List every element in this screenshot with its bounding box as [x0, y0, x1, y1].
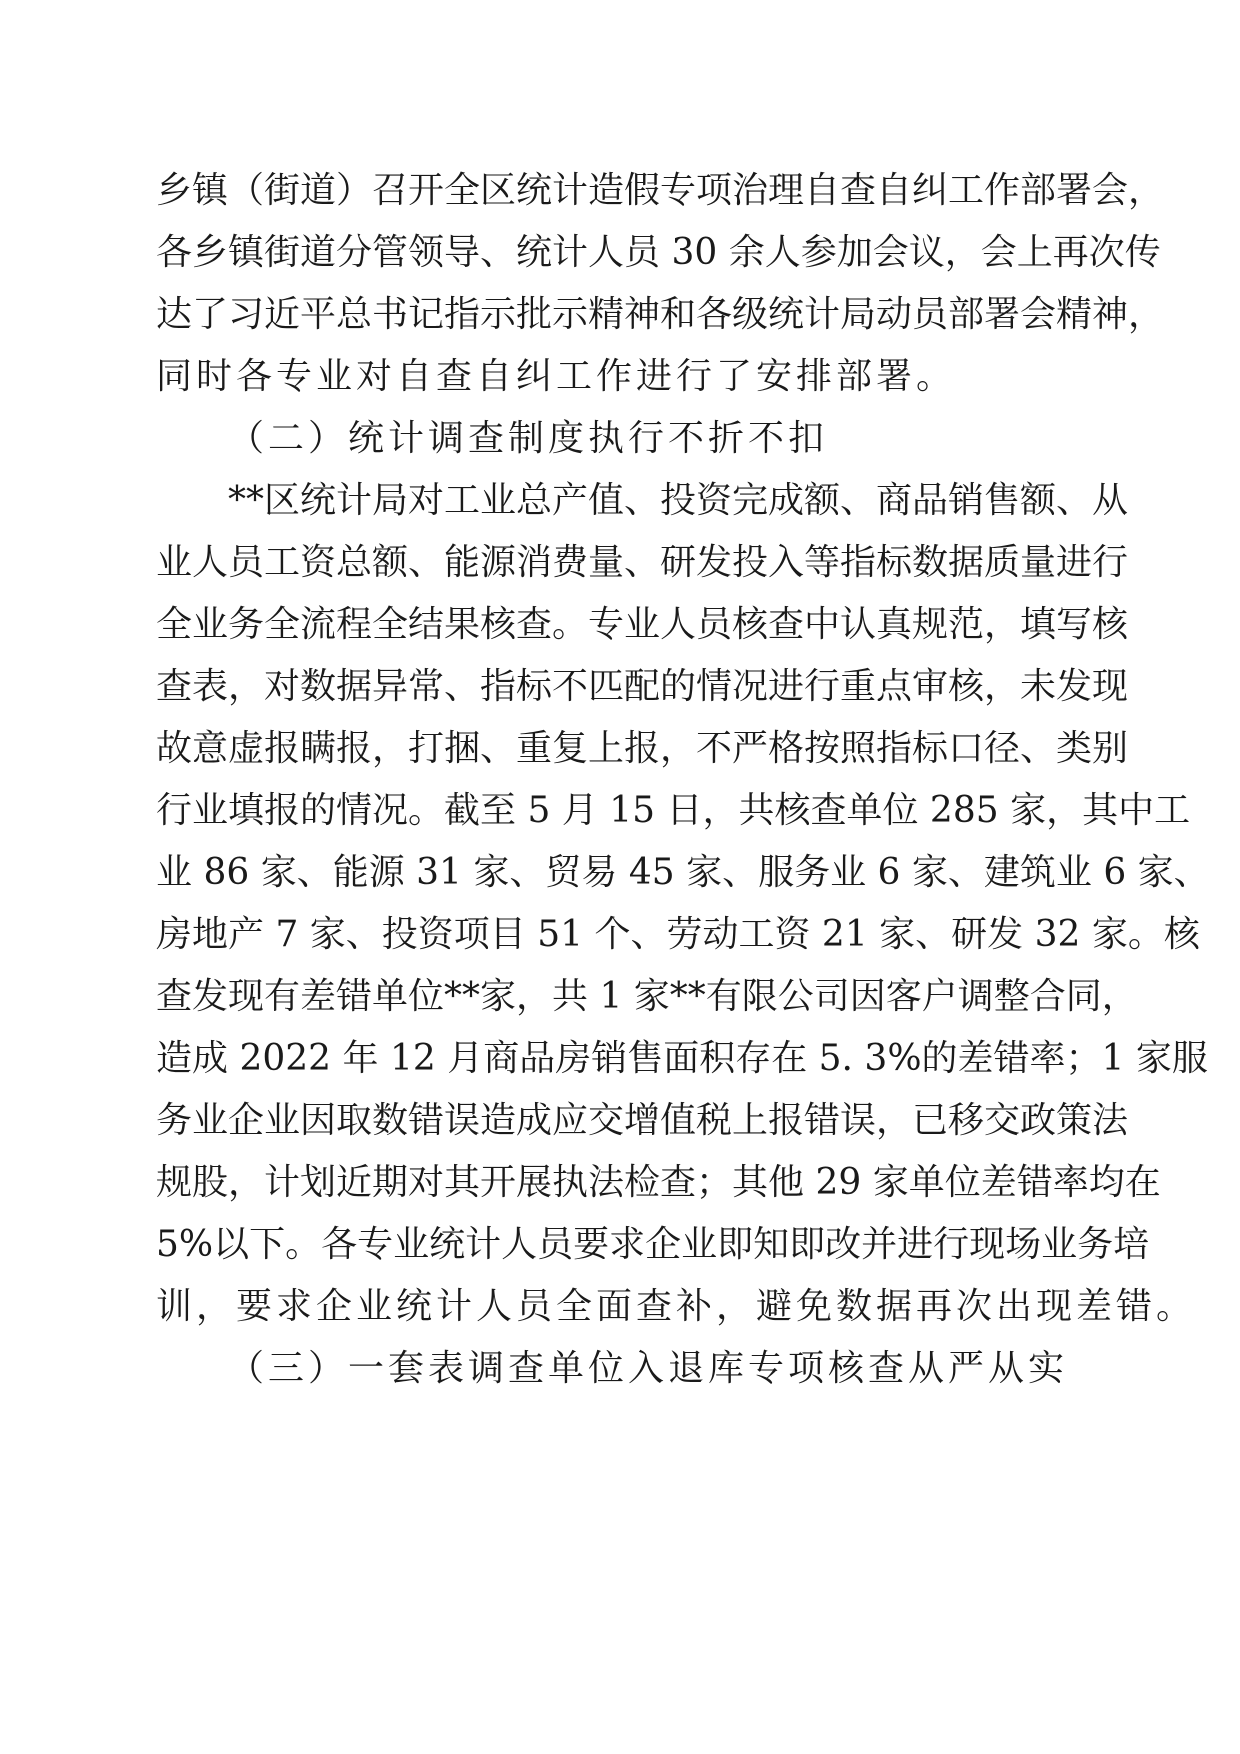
- paragraph-2-line-4: 查表，对数据异常、指标不匹配的情况进行重点审核，未发现: [156, 666, 1129, 707]
- paragraph-2-line-10: 造成 2022 年 12 月商品房销售面积存在 5. 3%的差错率；1 家服: [156, 1038, 1208, 1079]
- paragraph-2-line-9: 查发现有差错单位**家，共 1 家**有限公司因客户调整合同，: [156, 976, 1138, 1017]
- paragraph-1-line-1: 乡镇（街道）召开全区统计造假专项治理自查自纠工作部署会，: [156, 170, 1165, 211]
- paragraph-1-line-3: 达了习近平总书记指示批示精神和各级统计局动员部署会精神，: [156, 294, 1165, 335]
- paragraph-2-line-13: 5%以下。各专业统计人员要求企业即知即改并进行现场业务培: [156, 1224, 1150, 1265]
- paragraph-2-line-11: 务业企业因取数错误造成应交增值税上报错误，已移交政策法: [156, 1100, 1129, 1141]
- section-heading-3: （三）一套表调查单位入退库专项核查从严从实: [228, 1348, 1069, 1389]
- paragraph-1-line-2: 各乡镇街道分管领导、统计人员 30 余人参加会议，会上再次传: [156, 232, 1161, 273]
- paragraph-2-line-3: 全业务全流程全结果核查。专业人员核查中认真规范，填写核: [156, 604, 1129, 645]
- paragraph-2-line-5: 故意虚报瞒报，打捆、重复上报，不严格按照指标口径、类别: [156, 728, 1129, 769]
- paragraph-2-line-14: 训，要求企业统计人员全面查补，避免数据再次出现差错。: [156, 1286, 1197, 1327]
- section-heading-2: （二）统计调查制度执行不折不扣: [228, 418, 829, 459]
- paragraph-2-line-1: **区统计局对工业总产值、投资完成额、商品销售额、从: [228, 480, 1129, 521]
- paragraph-2-line-8: 房地产 7 家、投资项目 51 个、劳动工资 21 家、研发 32 家。核: [156, 914, 1200, 955]
- paragraph-2-line-12: 规股，计划近期对其开展执法检查；其他 29 家单位差错率均在: [156, 1162, 1161, 1203]
- paragraph-2-line-2: 业人员工资总额、能源消费量、研发投入等指标数据质量进行: [156, 542, 1129, 583]
- paragraph-1-line-4: 同时各专业对自查自纠工作进行了安排部署。: [156, 356, 957, 397]
- paragraph-2-line-7: 业 86 家、能源 31 家、贸易 45 家、服务业 6 家、建筑业 6 家、: [156, 852, 1210, 893]
- paragraph-2-line-6: 行业填报的情况。截至 5 月 15 日，共核查单位 285 家，其中工: [156, 790, 1191, 831]
